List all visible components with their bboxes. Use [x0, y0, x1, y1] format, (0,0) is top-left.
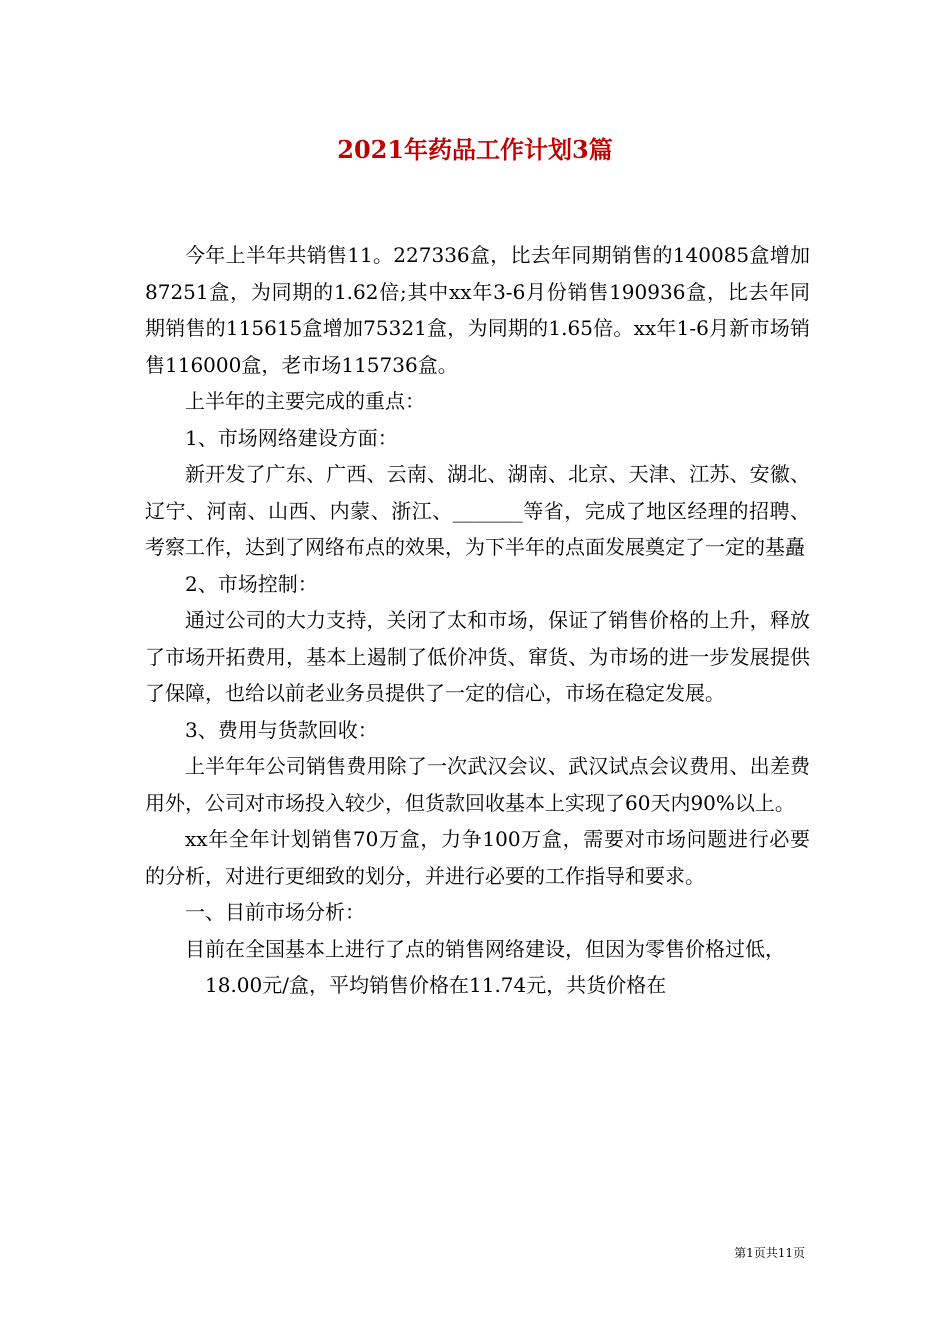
document-body — [145, 237, 810, 1004]
paragraph-cost-heading: 3、费用与货款回收： — [185, 717, 378, 742]
paragraph-annual-plan: xx年全年计划销售70万盒，力争100万盒，需要对市场问题进行必要的分析，对进行更细致的划分，并进行必要的工作指导和要求。 — [145, 827, 810, 888]
paragraph-cost-body: 上半年年公司销售费用除了一次武汉会议、武汉试点会议费用、出差费用外，公司对市场投入较少，但货款回收基本上实现了60天内90%以上。 — [145, 754, 810, 815]
paragraph-network-heading: 1、市场网络建设方面： — [185, 425, 398, 450]
paragraph-market-analysis-body: 目前在全国基本上进行了点的销售网络建设，但因为零售价格过低， — [185, 936, 785, 961]
paragraph-sales-summary: 今年上半年共销售11。227336盒，比去年同期销售的140085盒增加87251盒，为同期的1.62倍;其中xx年3-6月份销售190936盒，比去年同期销售的115615盒增加75321盒，为同期的1.65倍。xx年1-6月新市场销售116000盒，老市场115736盒。 — [145, 243, 810, 377]
paragraph-market-control-body: 通过公司的大力支持，关闭了太和市场，保证了销售价格的上升，释放了市场开拓费用，基本上遏制了低价冲货、窜货、为市场的进一步发展提供了保障，也给以前老业务员提供了一定的信心，市场在稳定发展。 — [145, 608, 810, 705]
paragraph-price-line: 18.00元/盒，平均销售价格在11.74元，共货价格在 — [205, 973, 667, 997]
paragraph-network-body: 新开发了广东、广西、云南、湖北、湖南、北京、天津、江苏、安徽、辽宁、河南、山西、内蒙、浙江、_______等省，完成了地区经理的招聘、考察工作，达到了网络布点的效果，为下半年的点面发展奠定了一定的基矗 — [145, 462, 810, 559]
document-title: 2021年药品工作计划3篇 — [337, 135, 613, 164]
paragraph-market-control-heading: 2、市场控制： — [185, 571, 318, 596]
paragraph-key-points-heading: 上半年的主要完成的重点： — [185, 389, 425, 413]
page-number-footer: 第1页共11页 — [734, 1246, 805, 1260]
paragraph-market-analysis-heading: 一、目前市场分析： — [185, 900, 365, 924]
